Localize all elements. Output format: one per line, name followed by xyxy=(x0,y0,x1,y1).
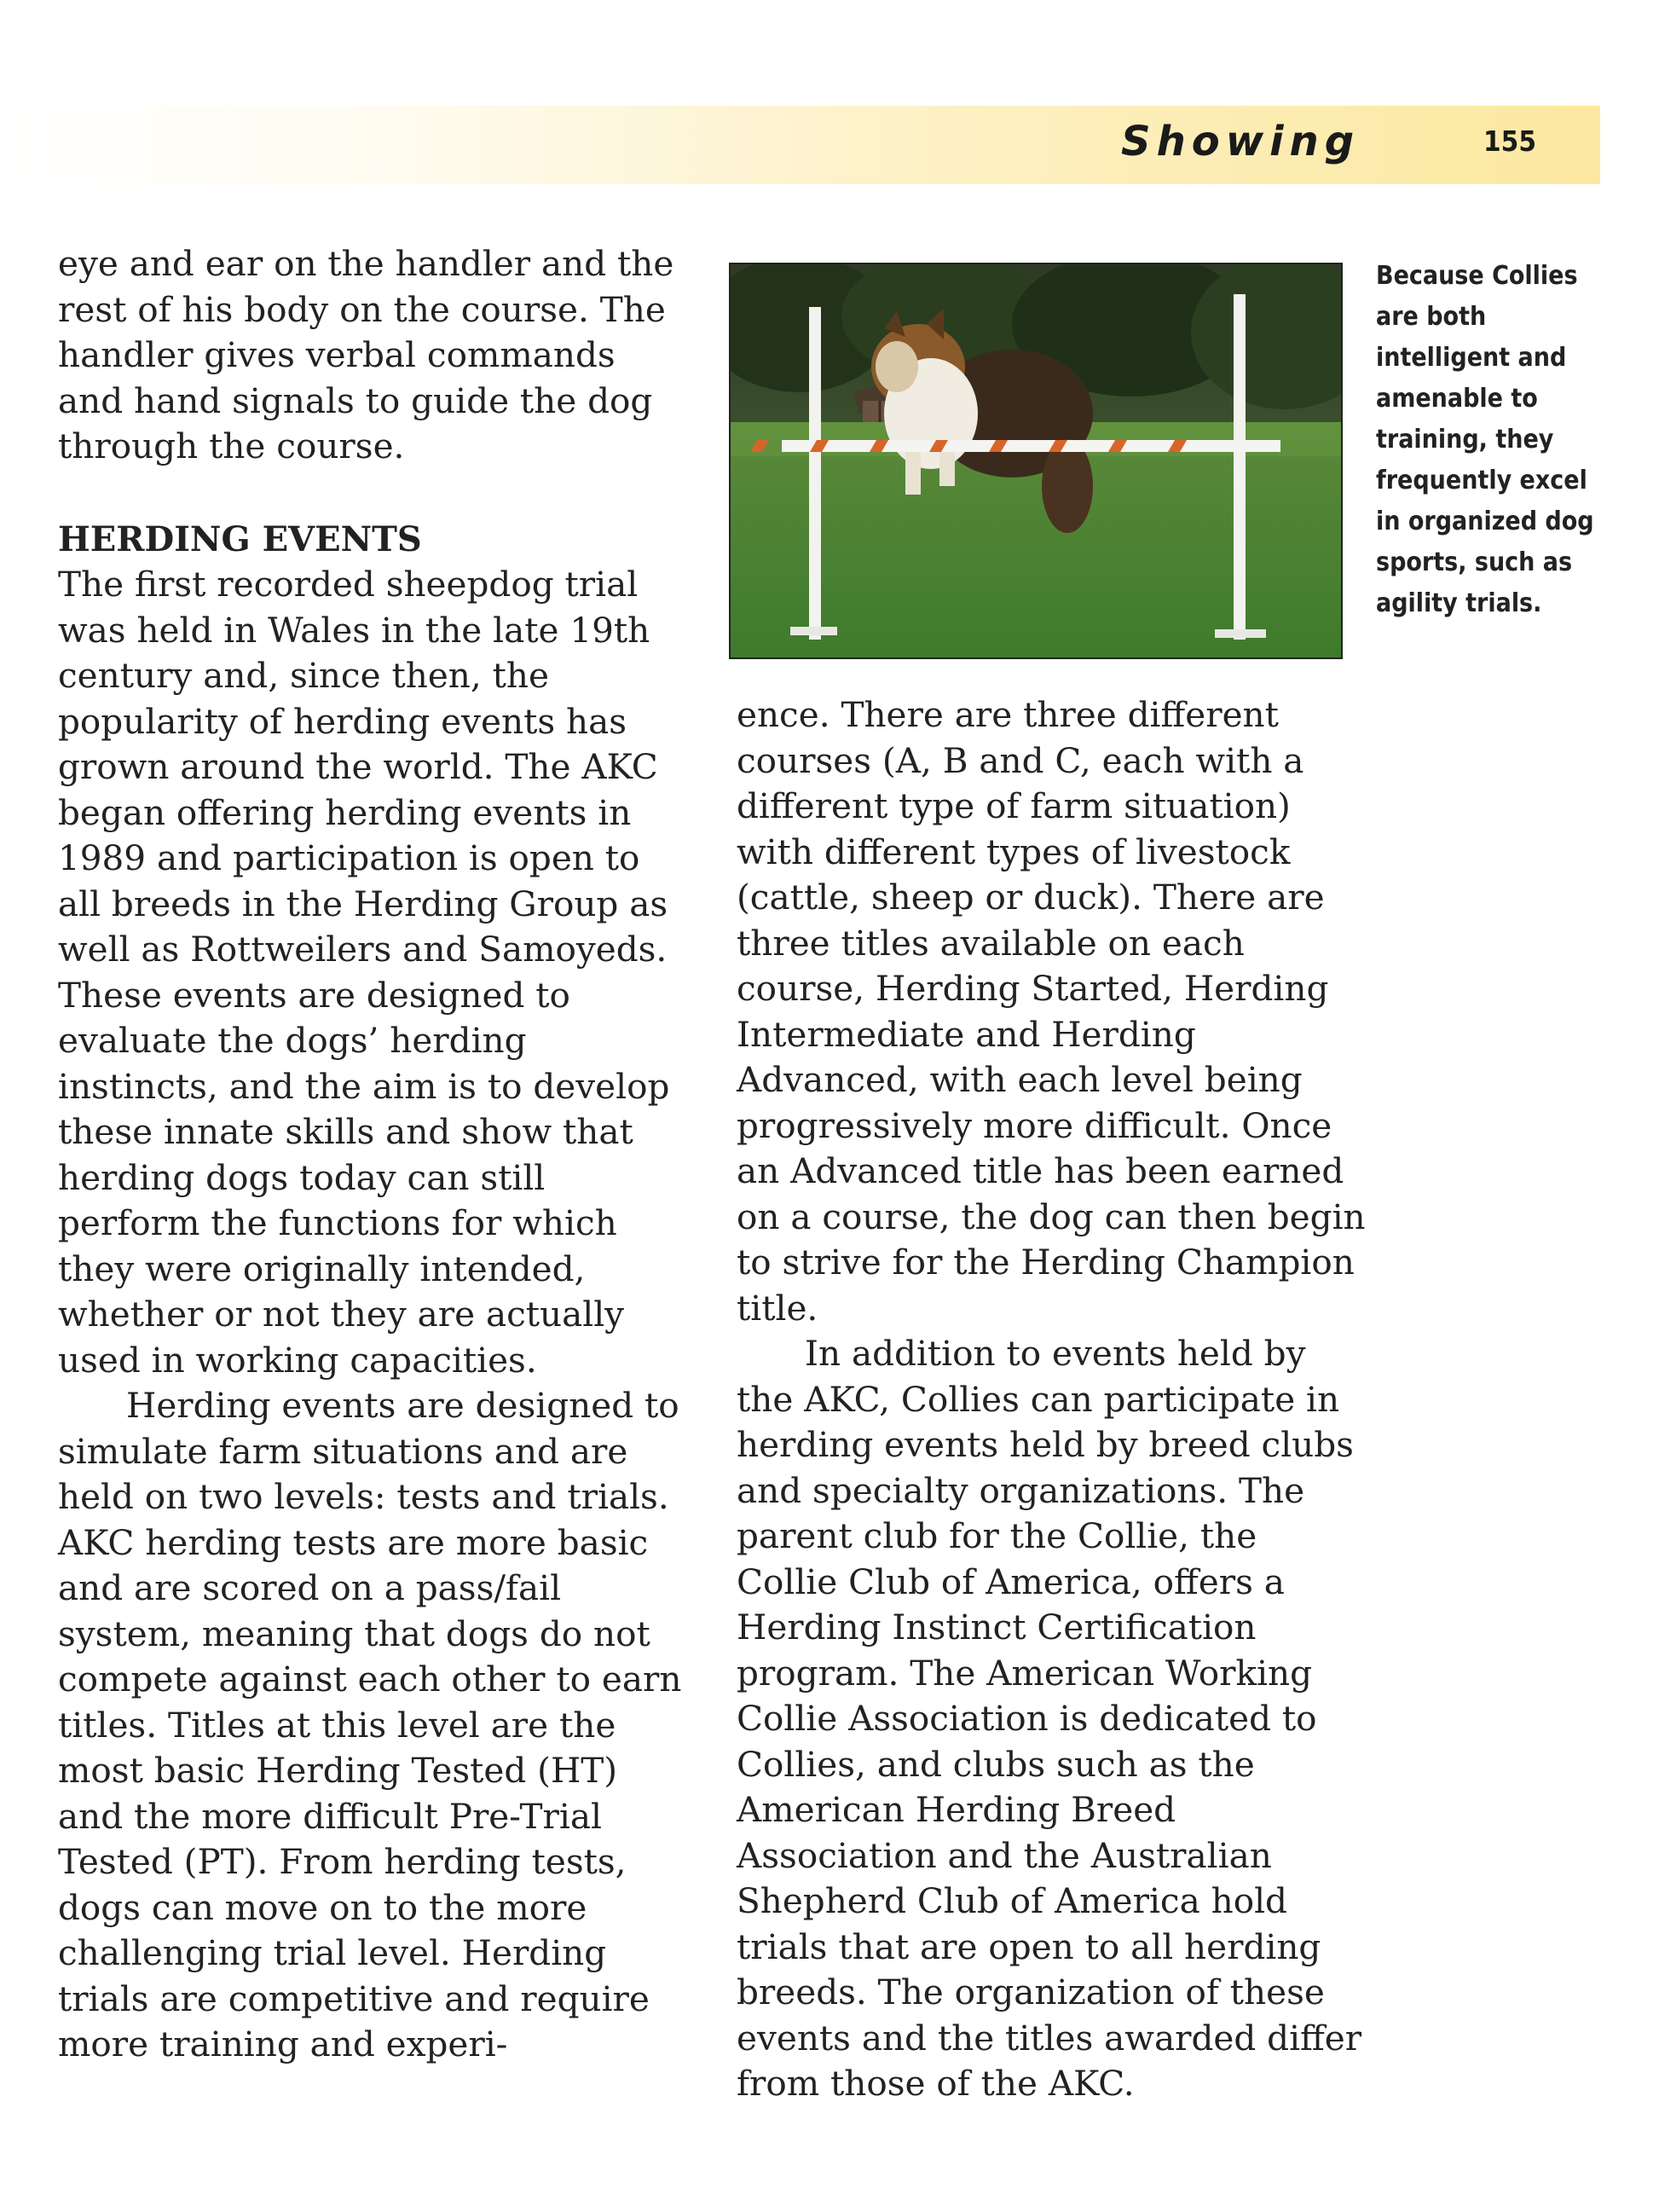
body-paragraph: In addition to events held by the AKC, Collies can participate in herding events held by breed clubs and specialty organizations. The parent club for the Collie, the Collie Club of America, offers a Herding Instinct Certification program. The American Working Collie Association is dedicated to Collies, and clubs such as the American Herding Breed Association and the Australian Shepherd Club of America hold trials that are open to all herding breeds. The organization of these events and the titles awarded differ from those of the AKC. xyxy=(737,1333,1362,2104)
body-paragraph: The first recorded sheepdog trial was held in Wales in the late 19th century and, since then, the popularity of herding events has grown around the world. The AKC began offering herding events in 1989 and participation is open to all breeds in the Herding Group as well as Rottweilers and Samoyeds. These events are designed to evaluate the dogs’ herding instincts, and the aim is to develop these innate skills and show that herding dogs today can still perform the functions for which they were originally intended, whether or not they are actually used in working capacities. xyxy=(58,564,670,1381)
header-band xyxy=(0,106,1600,184)
photo-caption: Because Collies are both intelligent and amenable to training, they frequently excel in organized dog sports, such as agility trials. xyxy=(1376,261,1594,618)
running-head: Showing xyxy=(1121,118,1361,165)
middle-column xyxy=(737,692,1367,2107)
collie-agility-photo xyxy=(729,263,1343,659)
intro-paragraph: eye and ear on the handler and the rest of his body on the course. The handler gives verbal commands and hand signals to guide the dog through the course. xyxy=(58,243,674,466)
collie-jump-illustration xyxy=(731,264,1341,657)
left-column xyxy=(58,241,689,2068)
body-paragraph: ence. There are three different courses (A, B and C, each with a different type of farm situation) with different types of livestock (cattle, sheep or duck). There are three titles available on each course, Herding Started, Herding Intermediate and Herding Advanced, with each level being progressively more difficult. Once an Advanced title has been earned on a course, the dog can then begin to strive for the Herding Champion title. xyxy=(737,694,1366,1329)
section-heading: HERDING EVENTS xyxy=(58,518,422,559)
body-paragraph: Herding events are designed to simulate farm situations and are held on two levels: tests and trials. AKC herding tests are more basic and are scored on a pass/fail system, meaning that dogs do not compete against each other to earn titles. Titles at this level are the most basic Herding Tested (HT) and the more difficult Pre-Trial Tested (PT). From herding tests, dogs can move on to the more challenging trial level. Herding trials are competitive and require more training and experi- xyxy=(58,1385,682,2064)
page-number: 155 xyxy=(1483,124,1536,158)
